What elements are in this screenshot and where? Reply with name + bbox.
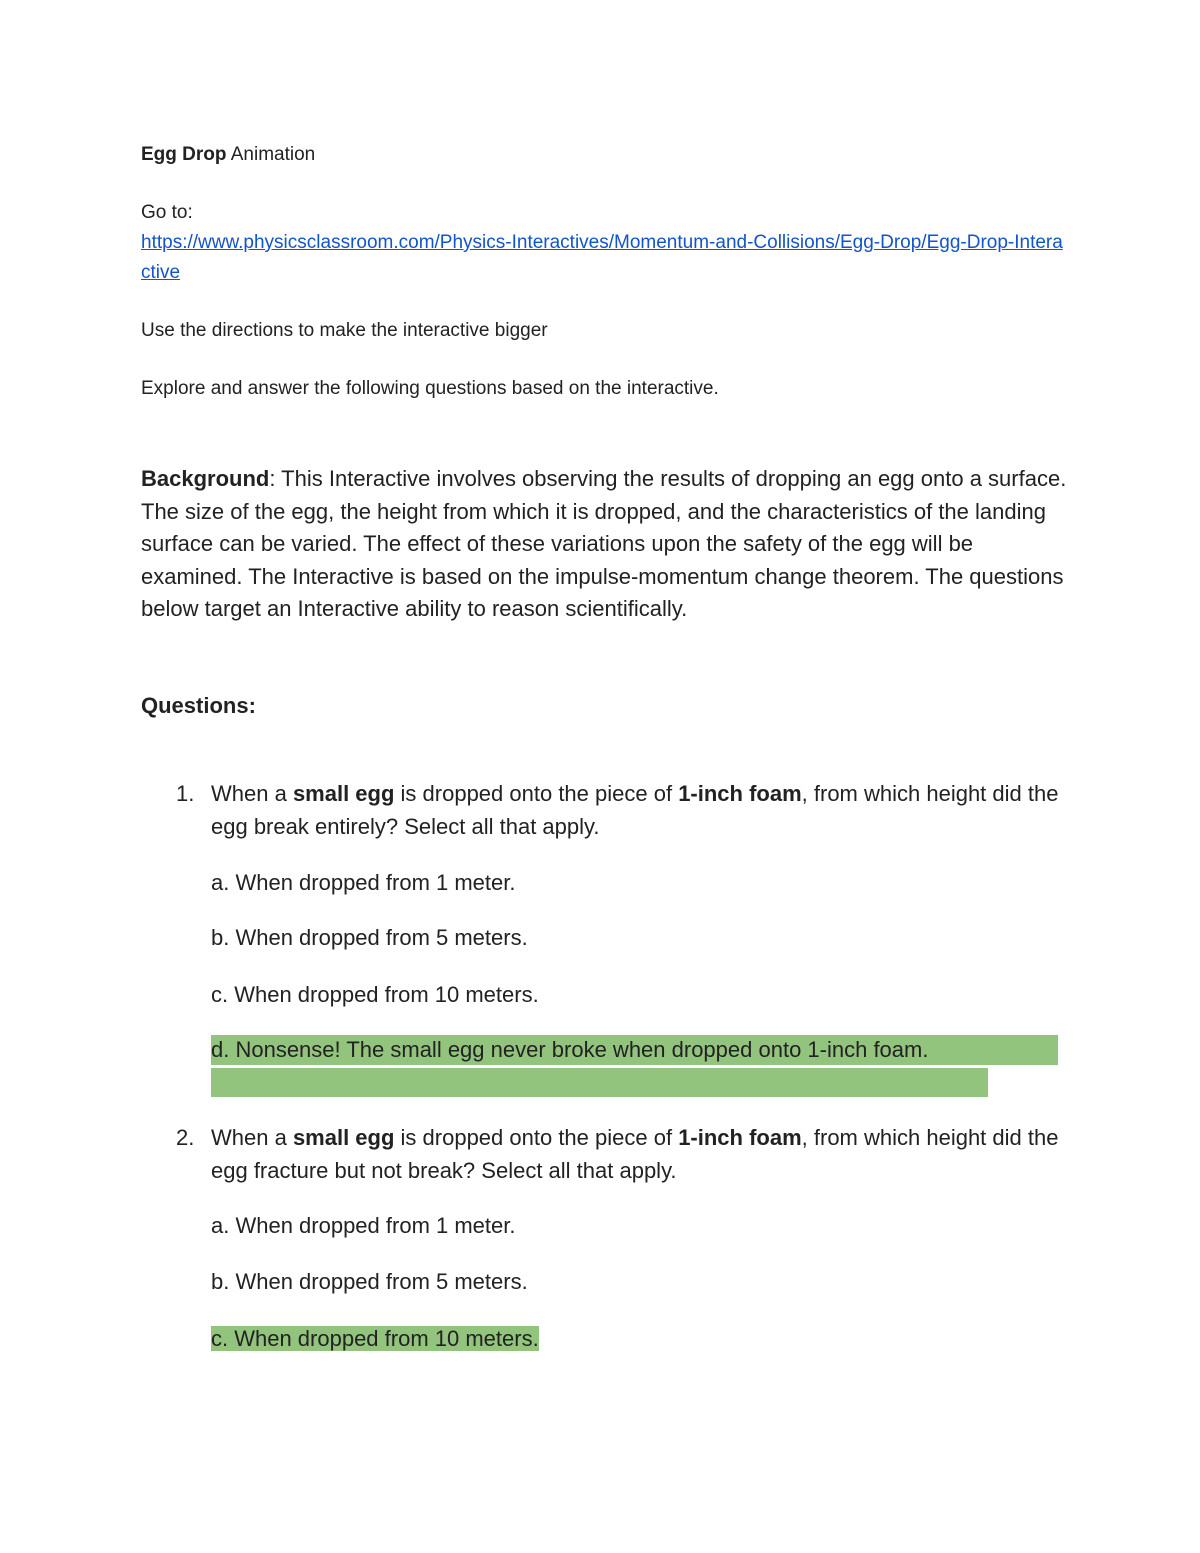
q2-prefix: When a (211, 1125, 293, 1150)
q1-highlight-empty-line (211, 1068, 988, 1097)
q2-bold-foam: 1-inch foam (678, 1125, 802, 1150)
goto-label: Go to: (141, 202, 193, 223)
q2-option-c-highlight: c. When dropped from 10 meters. (211, 1326, 539, 1351)
q1-bold-foam: 1-inch foam (678, 781, 802, 806)
q1-option-d: d. Nonsense! The small egg never broke when dropped onto 1-inch foam. (211, 1037, 929, 1062)
title-bold: Egg Drop (141, 144, 227, 165)
q2-option-b: b. When dropped from 5 meters. (211, 1269, 528, 1294)
q1-option-a: a. When dropped from 1 meter. (211, 870, 516, 895)
q2-bold-small-egg: small egg (292, 1125, 395, 1150)
q2-option-a: a. When dropped from 1 meter. (211, 1213, 516, 1238)
background-text: : This Interactive involves observing the results of dropping an egg onto a surface. The size of the egg, the height from which it is dropped, and the characteristics of the landing surface can be varied. The effect of these variations upon the safety of the egg will be examined. The Interactive is based on the impulse-momentum change theorem. The questions below target an Interactive ability to reason scientifically. (141, 466, 1067, 621)
q2-suffix: , from which height did the egg fracture but not break? Select all that apply. (211, 1125, 1059, 1183)
background-label: Background (141, 466, 270, 491)
q1-prefix: When a (211, 781, 293, 806)
q2-middle: is dropped onto the piece of (394, 1125, 679, 1150)
question-2-number: 2. (176, 1125, 195, 1150)
explore-text: Explore and answer the following questions based on the interactive. (141, 378, 719, 399)
q2-option-c (211, 1323, 539, 1356)
interactive-link[interactable]: https://www.physicsclassroom.com/Physics-Interactives/Momentum-and-Collisions/Egg-Drop/Egg-Drop-Interactive (141, 232, 1063, 283)
q1-suffix: , from which height did the egg break entirely? Select all that apply. (211, 781, 1059, 839)
q1-option-b: b. When dropped from 5 meters. (211, 925, 528, 950)
directions-text: Use the directions to make the interactive bigger (141, 320, 548, 341)
title-rest: Animation (226, 144, 316, 165)
document-title (141, 140, 315, 170)
question-2-text (211, 1122, 1061, 1187)
question-1-text (211, 778, 1061, 843)
background-paragraph (141, 463, 1071, 626)
q1-bold-small-egg: small egg (292, 781, 395, 806)
q1-middle: is dropped onto the piece of (394, 781, 679, 806)
question-1-number: 1. (176, 781, 195, 806)
q1-option-c: c. When dropped from 10 meters. (211, 982, 539, 1007)
questions-heading: Questions: (141, 693, 256, 718)
